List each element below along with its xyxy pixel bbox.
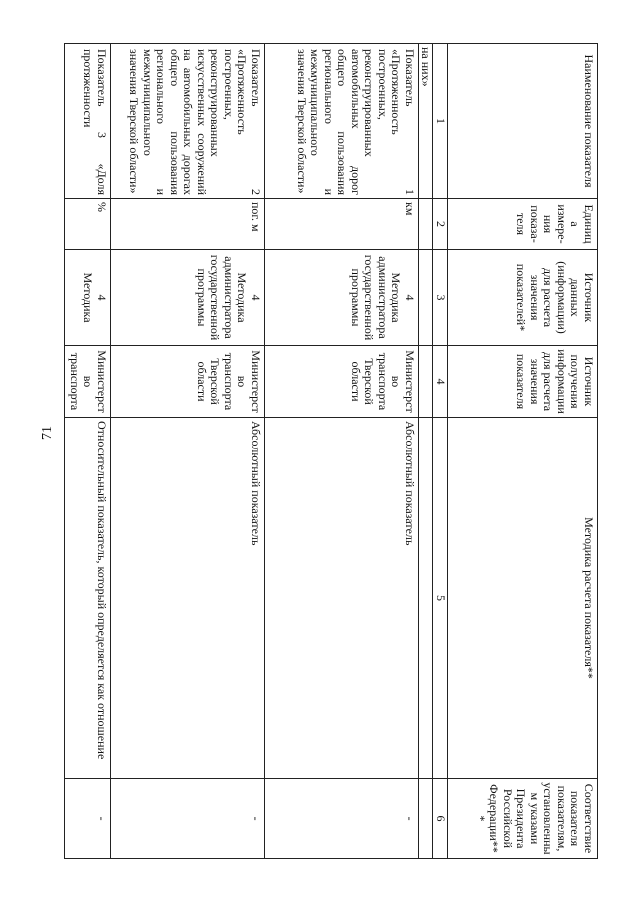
source-code: 4 — [95, 294, 109, 301]
indicator-name: Показатель 2 «Протяженность построенных, реконструированных искусственных сооружений на автомобильных дорогах общего пользования регионального и межмуниципального значения Тверской области» — [111, 44, 265, 199]
source-text: Методика — [81, 272, 96, 323]
column-number: 2 — [433, 199, 448, 250]
source-code: 4 — [403, 294, 417, 301]
indicator-data-source — [65, 250, 111, 346]
indicator-info-origin: Министерство транспорта Тверской области — [111, 346, 265, 418]
header-data-source: Источник данных (информации) для расчета значения показателей* — [448, 250, 598, 346]
page-number: 71 — [40, 426, 55, 440]
source-text: Методика администратора государственной программы — [195, 254, 250, 341]
indicator-name: Показатель 1 «Протяженность построенных, реконструированных автомобильных дорог общего пользования регионального и межмуниципального значения Тверской области» — [265, 44, 419, 199]
indicator-compliance: - — [111, 779, 265, 859]
indicator-data-source — [265, 250, 419, 346]
table-header-row — [448, 44, 598, 859]
header-info-origin: Источник получения информации для расчета значения показателя — [448, 346, 598, 418]
header-compliance: Соответствие показателя показателям, установленным указами Президента Российской Федерации*** — [448, 779, 598, 859]
indicator-unit: % — [65, 199, 111, 250]
indicator-unit: пог. м — [111, 199, 265, 250]
indicator-compliance: - — [265, 779, 419, 859]
header-unit: Единица измере-ния показа-теля — [448, 199, 598, 250]
column-number: 3 — [433, 250, 448, 346]
column-number: 1 — [433, 44, 448, 199]
indicator-method: Абсолютный показатель — [265, 418, 419, 779]
continuation-row — [419, 44, 434, 859]
indicator-method: Абсолютный показатель — [111, 418, 265, 779]
indicator-data-source — [111, 250, 265, 346]
indicators-table — [65, 43, 599, 859]
rotated-document-page — [68, 0, 640, 865]
header-name: Наименование показателя — [448, 44, 598, 199]
column-number-row — [433, 44, 448, 859]
source-text: Методика администратора государственной программы — [349, 254, 404, 341]
table-row — [65, 44, 111, 859]
column-number: 5 — [433, 418, 448, 779]
indicator-info-origin: Министерство транспорта Тверской области — [265, 346, 419, 418]
source-code: 4 — [249, 294, 263, 301]
column-number: 4 — [433, 346, 448, 418]
indicator-info-origin: Министерство транспорта — [65, 346, 111, 418]
column-number: 6 — [433, 779, 448, 859]
header-method: Методика расчета показателя** — [448, 418, 598, 779]
indicator-compliance: - — [65, 779, 111, 859]
table-row — [111, 44, 265, 859]
table-row — [265, 44, 419, 859]
continuation-text: на них» — [419, 44, 434, 199]
indicator-unit: км — [265, 199, 419, 250]
indicator-name: Показатель 3 «Доля протяженности — [65, 44, 111, 199]
indicator-method: Относительный показатель, который определяется как отношение — [65, 418, 111, 779]
